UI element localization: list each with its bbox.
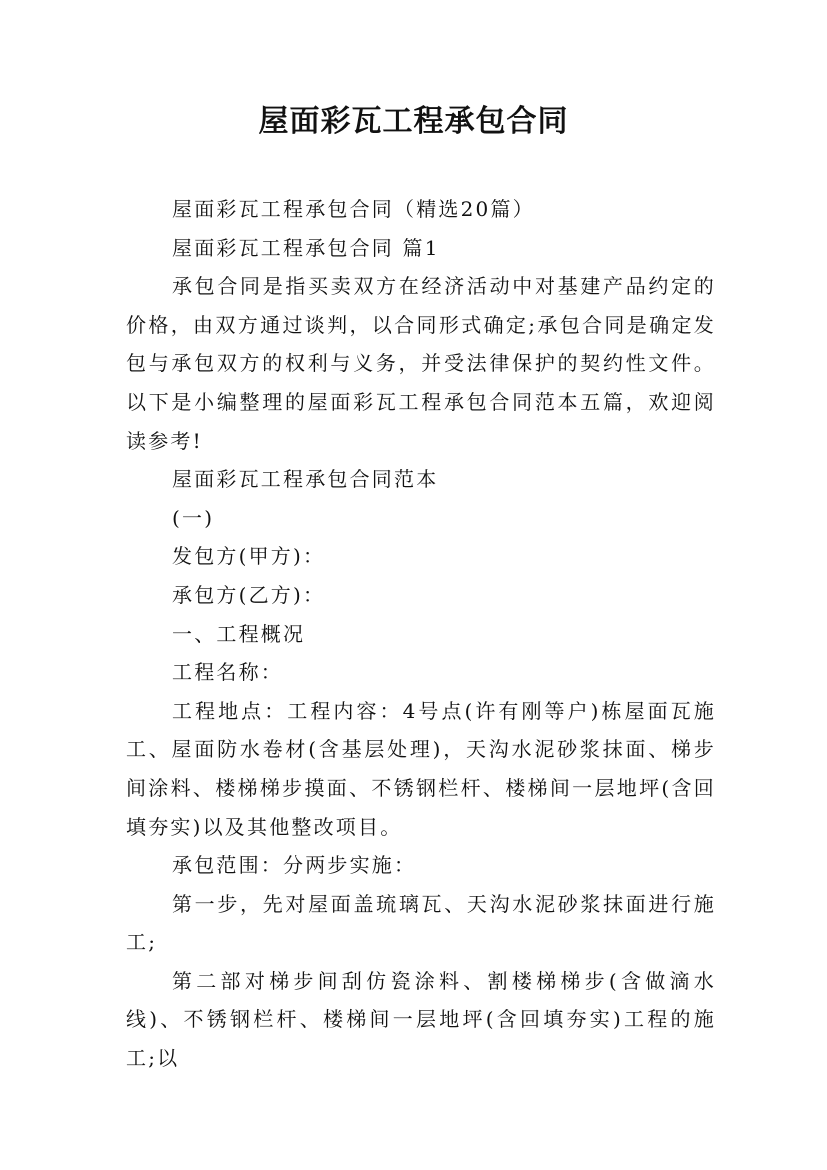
document-body xyxy=(126,190,716,1078)
paragraph-project-location-content: 工程地点：工程内容：4号点(许有刚等户)栋屋面瓦施工、屋面防水卷材(含基层处理)，天沟水泥砂浆抹面、梯步间涂料、楼梯梯步摸面、不锈钢栏杆、楼梯间一层地坪(含回填夯实)以及其他整改项目。 xyxy=(126,698,716,839)
document-title: 屋面彩瓦工程承包合同 xyxy=(258,104,569,139)
paragraph-project-name: 工程名称： xyxy=(172,660,283,685)
paragraph-sample-heading: 屋面彩瓦工程承包合同范本 xyxy=(172,467,439,492)
paragraph-section-heading: 屋面彩瓦工程承包合同 篇1 xyxy=(172,235,440,260)
paragraph-intro: 承包合同是指买卖双方在经济活动中对基建产品约定的价格，由双方通过谈判，以合同形式确定;承包合同是确定发包与承包双方的权利与义务，并受法律保护的契约性文件。以下是小编整理的屋面彩瓦工程承包合同范本五篇，欢迎阅读参考! xyxy=(126,274,716,453)
paragraph-number: (一) xyxy=(172,505,215,530)
paragraph-party-b: 承包方(乙方)： xyxy=(172,582,326,607)
paragraph-scope: 承包范围：分两步实施： xyxy=(172,853,417,878)
paragraph-subtitle: 屋面彩瓦工程承包合同（精选20篇） xyxy=(172,197,535,221)
paragraph-project-overview: 一、工程概况 xyxy=(172,621,306,646)
paragraph-party-a: 发包方(甲方)： xyxy=(172,544,326,569)
paragraph-step-one: 第一步，先对屋面盖琉璃瓦、天沟水泥砂浆抹面进行施工; xyxy=(126,891,716,955)
paragraph-step-two: 第二部对梯步间刮仿瓷涂料、割楼梯梯步(含做滴水线)、不锈钢栏杆、楼梯间一层地坪(含回填夯实)工程的施工;以 xyxy=(126,968,716,1071)
